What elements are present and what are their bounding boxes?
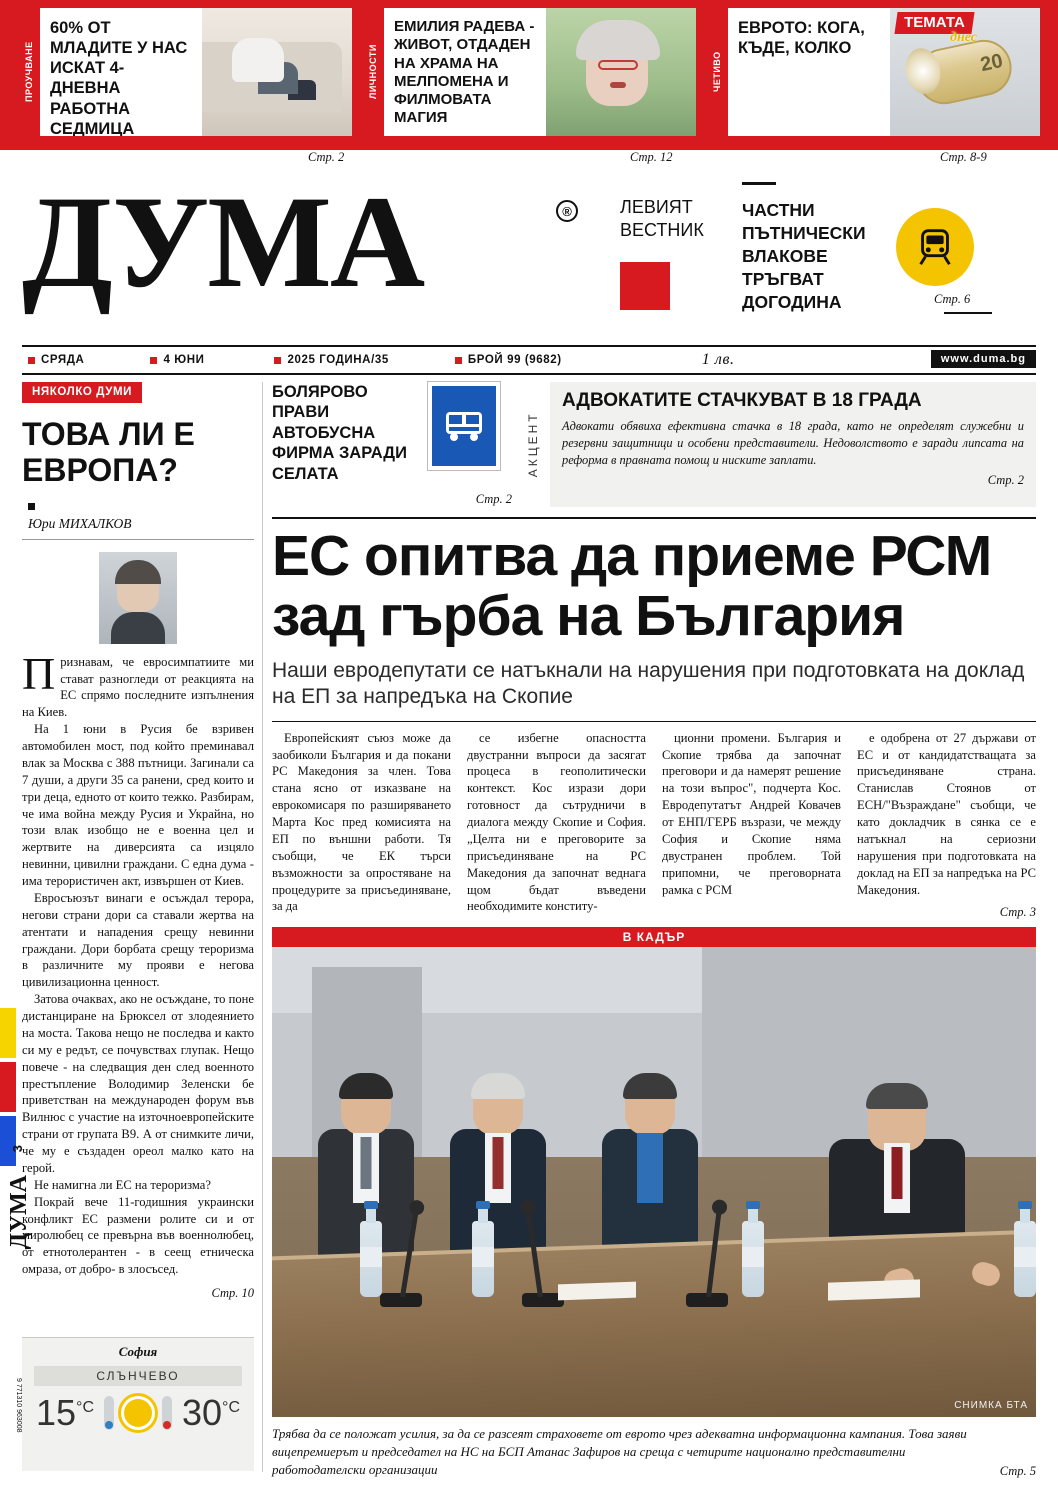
lead-bottom-rule [272, 721, 1036, 722]
info-date [150, 354, 204, 366]
lead-paragraph: е одобрена от 27 държави от ЕС и от кандидатстващата за присъединяване страна. Станислав Стоянов от ЕСН/"Възраждане" съобщи, че като докладчик в сянка се е натъкнал на сериозни нарушения при подготовката на доклад на ЕП за напредъка на РС Македония. [857, 730, 1036, 897]
opinion-dropcap: П [22, 647, 56, 699]
bus-sign-icon [428, 382, 500, 470]
lead-top-rule [272, 517, 1036, 519]
lead-page-ref: Стр. 3 [999, 905, 1036, 920]
promo-image-euro-roll [890, 8, 1040, 136]
lead-paragraph: Европейският съюз може да заобиколи България и да покани РС Македония за член. Това стана ясно от изказване на еврокомисаря по разширяването Марта Кос пред комисията на ЕП по външни работи. Тя съобщи, че ЕК търси възможности за опростяване на процедурите за присъединяване, за да [272, 730, 451, 914]
newspaper-logo[interactable]: ДУМА [22, 168, 424, 315]
lead-paragraph: ционни промени. България и Скопие трябва да започнат преговори и да намерят решение на този въпрос", подчерта Кос. Евродепутатът Андрей Ковачев от ЕНП/ГЕРБ възрази, че между София и Скопие няма двустранен проблем. Той припомни, че преговорната рамка с РСМ [662, 730, 841, 897]
promo-page-2: Стр. 12 [630, 150, 673, 164]
weather-condition: СЛЪНЧЕВО [34, 1366, 242, 1386]
lead-headline[interactable]: ЕС опитва да приеме РСМ зад гърба на България [272, 524, 992, 648]
info-year [274, 354, 388, 366]
photo-caption: Трябва да се положат усилия, за да се разсеят страховете от еврото чрез адекватна информационна кампания. Това заяви вицепремиерът и председател на НС на БСП Атанас Зафиров на среща с четирите национално представителни работодателски организации [272, 1426, 967, 1478]
akcent-page: Стр. 2 [987, 472, 1024, 487]
promo-headline-3: ЕВРОТО: КОГА, КЪДЕ, КОЛКО [738, 19, 865, 58]
bullet-square-icon [274, 357, 281, 364]
promo-page-1: Стр. 2 [308, 150, 345, 164]
logo-red-square [620, 262, 670, 310]
top-promo-strip [0, 0, 1058, 150]
promo-headline-2: ЕМИЛИЯ РАДЕВА - ЖИВОТ, ОТДАДЕН НА ХРАМА НА МЕЛПОМЕНА И ФИЛМОВАТА МАГИЯ [394, 18, 535, 127]
barcode-number: 9 771310 963008 [15, 1378, 22, 1433]
opinion-paragraph: Не намигна ли ЕС на тероризма? [34, 1177, 211, 1192]
opinion-dot [28, 503, 35, 510]
thermometer-cold-icon [104, 1396, 114, 1430]
akcent-box [550, 382, 1036, 507]
bus-story-box[interactable] [272, 382, 512, 507]
photo-section-tag: В КАДЪР [272, 927, 1036, 947]
weather-widget [22, 1337, 254, 1471]
person-tie [361, 1137, 372, 1189]
lead-column [857, 730, 1036, 922]
person-hair [866, 1083, 928, 1109]
promo-tab-1: ПРОУЧВАНЕ [18, 8, 40, 136]
main-content [272, 382, 1036, 1479]
info-issue-label: БРОЙ 99 (9682) [467, 354, 562, 366]
promo-tab-3: ЧЕТИВО [706, 8, 728, 136]
opinion-paragraph: Евросъюзът винаги е осъждал терора, негови страни дори са ставали жертва на атентати и нападения срещу невинни граждани. Дори борбата срещу тероризма в различните му прояви е негова цивилизационна ценност. [22, 890, 254, 990]
person-hair [339, 1073, 393, 1099]
promo-page-3: Стр. 8-9 [940, 150, 987, 164]
masthead-tagline [620, 196, 704, 241]
paper-sheet [828, 1280, 920, 1301]
opinion-paragraph [22, 647, 254, 722]
issue-info-bar [22, 345, 1036, 375]
rule-divider [742, 182, 776, 185]
info-day-label: СРЯДА [41, 354, 85, 366]
lead-photo [272, 947, 1036, 1417]
weather-unit-high: °C [222, 1399, 240, 1416]
photo-credit: СНИМКА БТА [954, 1400, 1028, 1412]
bus-story-page: Стр. 2 [475, 492, 512, 507]
promo-headline-1: 60% ОТ МЛАДИТЕ У НАС ИСКАТ 4-ДНЕВНА РАБОТНА СЕДМИЦА [50, 19, 188, 136]
promo-image-woman-portrait [546, 8, 696, 136]
weather-temps [22, 1386, 254, 1434]
registered-trademark-icon: ® [556, 200, 578, 222]
opinion-paragraph: Покрай вече 11-годишния украински конфликт ЕС размени ролите си и от миролюбец се превърна във военнолюбец, от етнотолерантен - в сеещ етническа омраза, от добро- в злосъсед. [22, 1194, 254, 1277]
lead-subheadline: Наши евродепутати се натъкнали на нарушения при подготовката на доклад на ЕП за напредъка на Скопие [272, 658, 1025, 709]
opinion-author: Юри МИХАЛКОВ [28, 515, 132, 531]
weather-unit-low: °C [76, 1399, 94, 1416]
bottle-label [1014, 1247, 1036, 1267]
photo-person [602, 1077, 698, 1267]
masthead-promo-trains[interactable] [742, 182, 892, 314]
bottle-label [742, 1247, 764, 1267]
color-bar-yellow [0, 1008, 16, 1058]
bus-story-inner [272, 382, 512, 484]
opinion-paragraph: На 1 юни в Русия бе взривен автомобилен мост, под който преминавал влак за Москва с 388 пътници. Загинали са 7 души, а други 35 са ранени, сред които и три деца, едното от които тежко. Разбирам, че има война между Русия и Украйна, но този влак изобщо не е военна цел и жертвите на диверсията са изцяло невинни, цивилни граждани. С една дума - има терористичен акт, извършен от Киев. [22, 722, 254, 889]
promo-pages-row [0, 150, 1058, 170]
water-bottle [472, 1221, 494, 1297]
weather-city: София [118, 1344, 158, 1359]
photo-caption-wrap [272, 1425, 1036, 1479]
conference-table [272, 1233, 1036, 1417]
masthead-promo-page: Стр. 6 [934, 292, 971, 306]
akcent-title: АДВОКАТИТЕ СТАЧКУВАТ В 18 ГРАДА [562, 390, 922, 411]
lips-shape [610, 82, 626, 88]
promo-image-person-with-laptop [202, 8, 352, 136]
opinion-tag: НЯКОЛКО ДУМИ [22, 382, 142, 403]
thermometer-hot-icon [162, 1396, 172, 1430]
bullet-square-icon [28, 357, 35, 364]
tagline-line-2: ВЕСТНИК [620, 219, 704, 240]
person-hair [471, 1073, 525, 1099]
masthead-promo-rule [944, 312, 992, 314]
weather-low [36, 1392, 94, 1434]
photo-caption-page: Стр. 5 [999, 1464, 1036, 1479]
author-photo [99, 552, 177, 644]
side-rail-number: 3 [10, 1145, 25, 1153]
person-hair [623, 1073, 677, 1099]
water-bottle [1014, 1221, 1036, 1297]
bullet-square-icon [150, 357, 157, 364]
info-date-label: 4 ЮНИ [163, 354, 205, 366]
promo-card-2[interactable] [362, 8, 696, 136]
bus-icon-svg [440, 406, 488, 446]
opinion-rule [22, 539, 254, 540]
sun-icon [124, 1399, 152, 1427]
glasses-icon [598, 60, 638, 70]
tagline-line-1: ЛЕВИЯТ [620, 197, 693, 217]
person-tie [645, 1137, 656, 1189]
akcent-section[interactable] [526, 382, 1036, 507]
lead-body-columns [272, 730, 1036, 922]
lead-column [662, 730, 841, 922]
website-badge[interactable]: www.duma.bg [931, 350, 1036, 368]
bullet-square-icon [455, 357, 462, 364]
side-rail-brand: ДУМА [6, 1175, 32, 1250]
author-hair-shape [115, 560, 161, 584]
color-bar-blue [0, 1116, 16, 1166]
water-bottle [360, 1221, 382, 1297]
color-bar-red [0, 1062, 16, 1112]
lead-column [272, 730, 451, 922]
info-issue [455, 354, 562, 366]
promo-tab-2: ЛИЧНОСТИ [362, 8, 384, 136]
lead-paragraph: се избегне опасността двустранни въпроси да засягат процеса в геополитически контекст. Кос изрази дори готовност да сътрудничи в диалога между Скопие и София. „Целта ни е преговорите за присъединяване на РС Македония да започнат веднага щом бъдат въведени необходимите конститу- [467, 730, 646, 914]
person-tie [892, 1147, 903, 1199]
opinion-column [22, 382, 254, 1301]
opinion-title[interactable]: ТОВА ЛИ Е ЕВРОПА? [22, 416, 195, 488]
top-boxes-row [272, 382, 1036, 507]
akcent-body: Адвокати обявиха ефективна стачка в 18 града, като не определят служебни и резервни защитници и особени представители. Недоволството е заради липсата на реформа в правната помощ и ниските заплати. [562, 419, 1024, 467]
lead-column [467, 730, 646, 922]
temata-badge-label: ТЕМАТА [904, 14, 965, 31]
temata-badge-sub: днес [950, 30, 977, 45]
opinion-paragraph: Затова очаквах, ако не осъждане, то поне дистанциране на Брюксел от злодеянието на моста. Такова нещо не последва и както си му е редът, се почувствах глупак. Нещо повече - на следващия ден след военното престъпление Володимир Зеленски бе приветстван на международен форум във Вилнюс с участие на източноевропейските страни от групата В9. А от снимките личи, че му е създаден ореол малко като на герой. [22, 992, 254, 1175]
train-icon [896, 208, 974, 286]
promo-card-1[interactable] [18, 8, 352, 136]
person-tie [493, 1137, 504, 1189]
bottle-label [472, 1247, 494, 1267]
masthead-promo-text: ЧАСТНИ ПЪТНИЧЕСКИ ВЛАКОВЕ ТРЪГВАТ ДОГОДИНА [742, 200, 866, 313]
opinion-page-ref: Стр. 10 [211, 1286, 254, 1301]
info-price: 1 лв. [701, 351, 735, 368]
paper-sheet [558, 1282, 636, 1301]
weather-low-value: 15 [36, 1392, 77, 1433]
bus-story-headline: БОЛЯРОВО ПРАВИ АВТОБУСНА ФИРМА ЗАРАДИ СЕЛАТА [272, 383, 407, 483]
info-day [28, 354, 84, 366]
promo-card-3[interactable] [706, 8, 1040, 136]
opinion-body [22, 647, 254, 1278]
train-icon-svg [912, 224, 958, 270]
bottle-label [360, 1247, 382, 1267]
weather-high-value: 30 [182, 1392, 223, 1433]
masthead [0, 170, 1058, 345]
column-divider [262, 382, 263, 1472]
akcent-label: АКЦЕНТ [526, 411, 540, 478]
opinion-paragraph-text: ризнавам, че евросимпатиите ми стават разногледи от реакцията на ЕС спрямо последните изпълнения на Киев. [22, 654, 254, 720]
weather-high [182, 1392, 240, 1434]
info-year-label: 2025 ГОДИНА/35 [287, 354, 389, 366]
water-bottle [742, 1221, 764, 1297]
